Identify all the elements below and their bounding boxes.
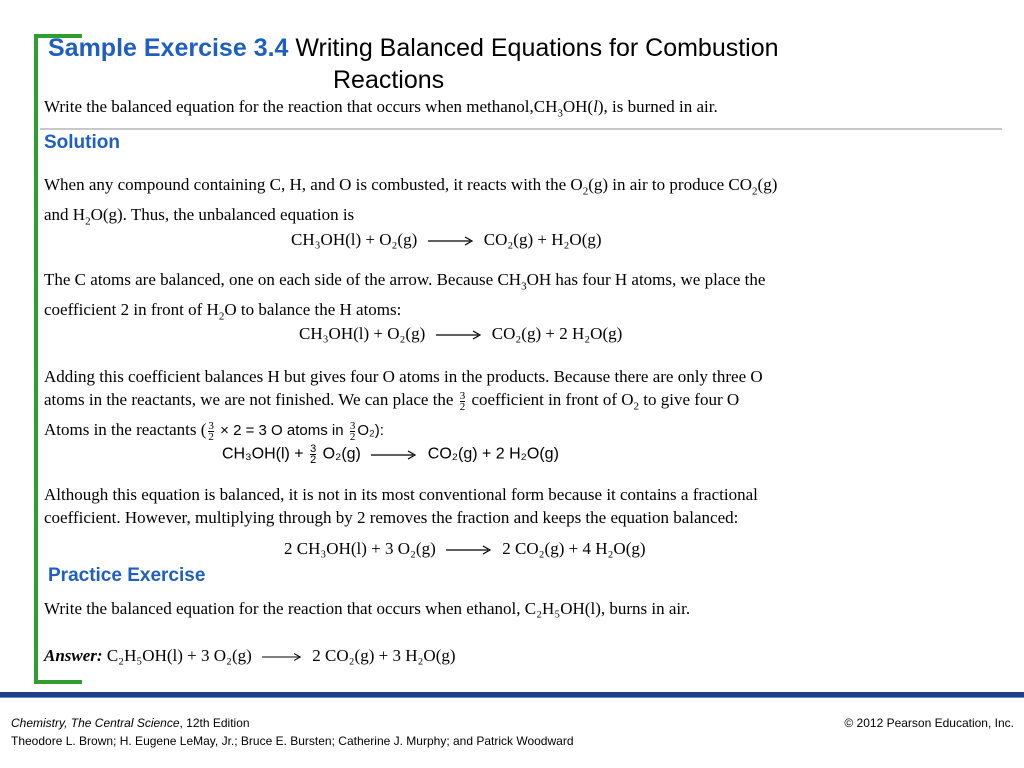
footer-authors: Theodore L. Brown; H. Eugene LeMay, Jr.; Bruce E. Bursten; Catherine J. Murphy; and Patrick Woodward bbox=[11, 734, 574, 748]
divider bbox=[40, 128, 1002, 130]
reaction-arrow-icon bbox=[446, 545, 492, 555]
solution-heading: Solution bbox=[44, 132, 120, 153]
title-text-line2: Reactions bbox=[333, 66, 445, 94]
exercise-number: Sample Exercise 3.4 bbox=[48, 34, 289, 62]
title-text: Writing Balanced Equations for Combustion bbox=[295, 34, 779, 62]
reaction-arrow-icon bbox=[262, 652, 302, 662]
solution-paragraph-2: The C atoms are balanced, one on each side of the arrow. Because $CH_3OH$ has four H atoms, we place the coefficient 2 in front of $H_2O$ to balance the H atoms: bbox=[44, 270, 766, 323]
fraction-three-halves: $\frac{3}{2}$ bbox=[349, 419, 356, 443]
answer-label: Answer: bbox=[44, 646, 103, 665]
practice-heading: Practice Exercise bbox=[48, 565, 206, 586]
slide-bracket-left bbox=[34, 34, 38, 684]
footer-line bbox=[0, 697, 1024, 698]
solution-paragraph-3: Adding this coefficient balances H but gives four O atoms in the products. Because there are only three O atoms in the reactants, we are not finished. We can place the $\frac{3}{2}$ coefficient in front of $O_2$ to give four O Atoms in the reactants ( $\frac{3}{2}$ × 2 = 3 O atoms in $\frac{3}{2}$ O₂): bbox=[44, 367, 763, 443]
equation-balanced: 2 CH₃OH(l) + 3 O₂(g) 2 CO₂(g) + 4 H₂O(g) bbox=[284, 539, 646, 558]
slide-title bbox=[48, 34, 948, 63]
reaction-arrow-icon bbox=[436, 330, 482, 340]
fraction-three-halves: $\frac{3}{2}$ bbox=[459, 389, 466, 413]
equation-fractional: CH₃OH(l) + $\frac{3}{2}$ O₂(g) CO₂(g) + 2 H₂O(g) bbox=[222, 443, 559, 466]
equation-h-balanced: CH₃OH(l) + O₂(g) CO₂(g) + 2 H₂O(g) bbox=[299, 324, 623, 343]
footer-copyright: © 2012 Pearson Education, Inc. bbox=[844, 716, 1014, 730]
fraction-three-halves: $\frac{3}{2}$ bbox=[208, 419, 214, 443]
solution-paragraph-4: Although this equation is balanced, it is not in its most conventional form because it contains a fractional coefficient. However, multiplying through by 2 removes the fraction and keeps the equation balanced: bbox=[44, 485, 758, 527]
footer-book: Chemistry, The Central Science, 12th Edition bbox=[11, 716, 250, 730]
practice-answer: Answer: C₂H₅OH(l) + 3 O₂(g) 2 CO₂(g) + 3 H₂O(g) bbox=[44, 646, 456, 665]
fraction-three-halves: $\frac{3}{2}$ bbox=[310, 443, 317, 466]
equation-unbalanced: CH₃OH(l) + O₂(g) CO₂(g) + H₂O(g) bbox=[291, 230, 602, 249]
reaction-arrow-icon bbox=[371, 450, 417, 460]
problem-statement: Write the balanced equation for the reaction that occurs when $methanol,CH_3OH(l)$, is burned in air. bbox=[44, 97, 718, 120]
solution-paragraph-1: When any compound containing C, H, and O is combusted, it reacts with the $O_2(g)$ in air to produce $CO_2(g)$ and $H_2O(g)$. Thus, the unbalanced equation is bbox=[44, 175, 778, 228]
practice-statement: Write the balanced equation for the reaction that occurs when ethanol, C₂H₅OH(l), burns in air. bbox=[44, 599, 691, 618]
reaction-arrow-icon bbox=[428, 236, 474, 246]
slide-bracket-bottom bbox=[34, 680, 82, 684]
